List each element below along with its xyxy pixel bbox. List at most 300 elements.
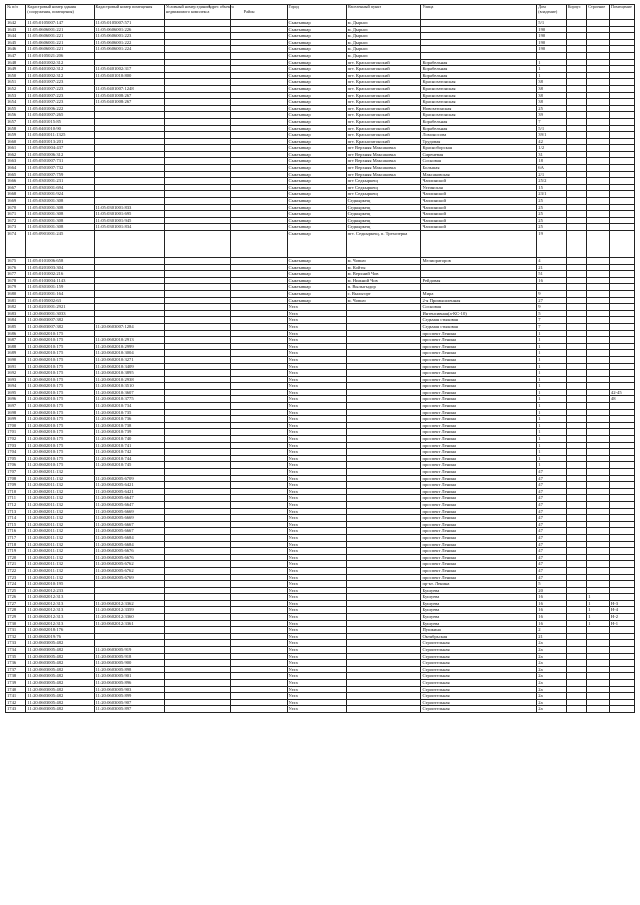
cell-building xyxy=(587,59,610,66)
cell-city: Сыктывкар xyxy=(287,284,346,291)
cell-room xyxy=(609,409,634,416)
cell-cad-building: 11:20:0602011:132 xyxy=(26,515,94,522)
cell-house: 47 xyxy=(537,567,567,574)
cell-street xyxy=(421,39,537,46)
cell-building xyxy=(587,449,610,456)
cell-building xyxy=(587,350,610,357)
cell-cad-room: 11:20:0602010:3607 xyxy=(94,389,164,396)
cell-cad-room: 11:20:0602005:6769 xyxy=(94,574,164,581)
cell-room xyxy=(609,165,634,172)
cell-city: Ухта xyxy=(287,686,346,693)
cell-locality: пгт. Краснозатонский xyxy=(346,112,421,119)
cell-street: проспект Ленина xyxy=(421,376,537,383)
cell-cad-complex xyxy=(164,528,230,535)
cell-locality xyxy=(346,541,421,548)
cell-cad-room: 11:20:0602010:2938 xyxy=(94,376,164,383)
cell-house: 2/1 xyxy=(537,171,567,178)
cell-house: 1 xyxy=(537,350,567,357)
cell-district xyxy=(230,614,287,621)
cell-building xyxy=(587,66,610,73)
cell-korpus xyxy=(566,548,586,555)
cell-cad-complex xyxy=(164,92,230,99)
cell-building xyxy=(587,416,610,423)
cell-building xyxy=(587,26,610,33)
cell-room xyxy=(609,633,634,640)
table-row xyxy=(6,640,635,647)
cell-city: Ухта xyxy=(287,548,346,555)
cell-city: Ухта xyxy=(287,436,346,443)
cell-house: 16 xyxy=(537,594,567,601)
cell-num: 1710 xyxy=(6,488,26,495)
cell-building xyxy=(587,376,610,383)
cell-cad-building: 11:20:0602010:175 xyxy=(26,409,94,416)
cell-locality xyxy=(346,699,421,706)
cell-locality: Седкыркещ xyxy=(346,211,421,218)
cell-building xyxy=(587,640,610,647)
cell-cad-building: 11:20:0602010:175 xyxy=(26,429,94,436)
cell-num: 1729 xyxy=(6,614,26,621)
cell-city: Ухта xyxy=(287,383,346,390)
cell-room xyxy=(609,138,634,145)
cell-city: Сыктывкар xyxy=(287,191,346,198)
cell-room xyxy=(609,171,634,178)
cell-cad-room: 11:20:0603005:918 xyxy=(94,653,164,660)
cell-cad-complex xyxy=(164,462,230,469)
cell-district xyxy=(230,337,287,344)
cell-city: Ухта xyxy=(287,587,346,594)
cell-korpus xyxy=(566,501,586,508)
cell-num: 1692 xyxy=(6,370,26,377)
cell-cad-building: 11:20:0602011:132 xyxy=(26,521,94,528)
cell-locality xyxy=(346,614,421,621)
cell-room xyxy=(609,416,634,423)
cell-num: 1742 xyxy=(6,699,26,706)
cell-cad-building: 11:20:0602012:313 xyxy=(26,600,94,607)
cell-cad-building: 11:20:0602010:195 xyxy=(26,581,94,588)
cell-street: Рейдовая xyxy=(421,277,537,284)
cell-building xyxy=(587,99,610,106)
cell-house: 47 xyxy=(537,574,567,581)
cell-house: 16 xyxy=(537,600,567,607)
cell-district xyxy=(230,297,287,304)
cell-cad-complex xyxy=(164,330,230,337)
cell-cad-building: 11:05:0501004:437 xyxy=(26,145,94,152)
cell-cad-room: 11:20:0603005:919 xyxy=(94,647,164,654)
table-row xyxy=(6,409,635,416)
cell-city: Сыктывкар xyxy=(287,33,346,40)
cell-district xyxy=(230,158,287,165)
cell-locality xyxy=(346,581,421,588)
cell-house: 47 xyxy=(537,488,567,495)
cell-cad-room: 11:20:0602005:6762 xyxy=(94,567,164,574)
cell-cad-room: 11:05:0401007:1248 xyxy=(94,85,164,92)
cell-street: проспект Ленина xyxy=(421,488,537,495)
cell-locality xyxy=(346,343,421,350)
cell-city: Ухта xyxy=(287,554,346,561)
cell-num: 1701 xyxy=(6,429,26,436)
cell-house: 190 xyxy=(537,39,567,46)
cell-building xyxy=(587,125,610,132)
cell-district xyxy=(230,422,287,429)
cell-house: 47 xyxy=(537,528,567,535)
table-row xyxy=(6,495,635,502)
cell-street: Бушуева xyxy=(421,587,537,594)
cell-num: 1718 xyxy=(6,541,26,548)
cell-city: Сыктывкар xyxy=(287,277,346,284)
cell-house: 5/1 xyxy=(537,20,567,27)
cell-korpus xyxy=(566,706,586,713)
cell-cad-complex xyxy=(164,310,230,317)
cell-building xyxy=(587,211,610,218)
cell-district xyxy=(230,633,287,640)
cell-cad-complex xyxy=(164,79,230,86)
cell-city: Ухта xyxy=(287,462,346,469)
cell-locality: м. Койты xyxy=(346,264,421,271)
cell-house: 1 xyxy=(537,409,567,416)
cell-city: Ухта xyxy=(287,706,346,713)
cell-num: 1725 xyxy=(6,587,26,594)
cell-korpus xyxy=(566,317,586,324)
cell-street: проспект Ленина xyxy=(421,442,537,449)
table-row xyxy=(6,561,635,568)
cell-cad-building: 11:20:0602010:175 xyxy=(26,416,94,423)
cad-complex-label: Условный номер единого недвижимого комплекса xyxy=(165,4,211,14)
cell-cad-room: 11:05:0401002:317 xyxy=(94,66,164,73)
cell-cad-building: 11:20:0602011:132 xyxy=(26,475,94,482)
cell-district xyxy=(230,567,287,574)
cell-house: 1 xyxy=(537,455,567,462)
table-row xyxy=(6,567,635,574)
cell-cad-complex xyxy=(164,211,230,218)
cell-cad-room: 11:20:0602010:3510 xyxy=(94,383,164,390)
table-row xyxy=(6,475,635,482)
cell-building xyxy=(587,680,610,687)
cell-district xyxy=(230,581,287,588)
cell-building xyxy=(587,217,610,224)
cell-cad-building: 11:20:0602011:132 xyxy=(26,495,94,502)
cell-street xyxy=(421,46,537,53)
cell-building: 1 xyxy=(587,620,610,627)
cell-city: Сыктывкар xyxy=(287,224,346,231)
table-row xyxy=(6,653,635,660)
cell-cad-room xyxy=(94,151,164,158)
cell-locality: пгт Седкыркещ xyxy=(346,178,421,185)
cell-street: проспект Ленина xyxy=(421,528,537,535)
cell-cad-building: 11:05:0401007:223 xyxy=(26,92,94,99)
cell-cad-building: 11:20:0602011:132 xyxy=(26,567,94,574)
cell-district xyxy=(230,501,287,508)
cell-building xyxy=(587,343,610,350)
cell-cad-room: 11:20:0602010:2999 xyxy=(94,343,164,350)
cell-korpus xyxy=(566,271,586,278)
cell-district xyxy=(230,554,287,561)
cell-city: Ухта xyxy=(287,449,346,456)
cell-cad-building: 11:05:0901001:245 xyxy=(26,231,94,258)
cell-korpus xyxy=(566,699,586,706)
cell-house: 1 xyxy=(537,429,567,436)
cell-cad-building: 11:20:0603005:482 xyxy=(26,699,94,706)
cell-cad-room xyxy=(94,198,164,205)
cell-house: 2а xyxy=(537,673,567,680)
cell-num: 1696 xyxy=(6,396,26,403)
cell-korpus xyxy=(566,224,586,231)
table-row xyxy=(6,396,635,403)
cell-cad-room: 11:20:0603005:900 xyxy=(94,660,164,667)
cell-korpus xyxy=(566,574,586,581)
cell-locality: пгт. Краснозатонский xyxy=(346,66,421,73)
cell-num: 1678 xyxy=(6,277,26,284)
cell-building xyxy=(587,574,610,581)
cell-locality xyxy=(346,356,421,363)
cell-cad-room xyxy=(94,52,164,59)
table-row xyxy=(6,85,635,92)
cell-street: проспект Ленина xyxy=(421,462,537,469)
cell-room xyxy=(609,231,634,258)
cell-city: Сыктывкар xyxy=(287,85,346,92)
table-row xyxy=(6,449,635,456)
cell-street: Чаплинской xyxy=(421,204,537,211)
cell-cad-room: 11:20:0602010:736 xyxy=(94,416,164,423)
cell-korpus xyxy=(566,52,586,59)
cell-cad-building: 11:20:0603001:3033 xyxy=(26,310,94,317)
cell-locality: м. Дырнос xyxy=(346,39,421,46)
cell-street: Краснозатонская xyxy=(421,99,537,106)
cell-locality xyxy=(346,330,421,337)
cell-cad-complex xyxy=(164,587,230,594)
cell-street: проспект Ленина xyxy=(421,330,537,337)
cell-house: 47 xyxy=(537,469,567,476)
cell-house: 27 xyxy=(537,297,567,304)
cell-cad-complex xyxy=(164,178,230,185)
cell-district xyxy=(230,79,287,86)
cell-building xyxy=(587,277,610,284)
cell-building xyxy=(587,171,610,178)
cell-locality: пгт Верхняя Максаковка xyxy=(346,165,421,172)
table-row xyxy=(6,198,635,205)
cell-cad-room: 11:20:0603005:897 xyxy=(94,706,164,713)
cell-cad-building: 11:05:0201001:164 xyxy=(26,290,94,297)
cell-cad-complex xyxy=(164,660,230,667)
cell-room xyxy=(609,627,634,634)
cell-korpus xyxy=(566,20,586,27)
cell-room xyxy=(609,653,634,660)
cell-house: 47 xyxy=(537,495,567,502)
table-row xyxy=(6,105,635,112)
cell-room xyxy=(609,72,634,79)
cell-cad-building: 11:05:0606001:221 xyxy=(26,46,94,53)
cell-street: Строительная xyxy=(421,686,537,693)
cell-street: проспект Ленина xyxy=(421,508,537,515)
cell-cad-building: 11:20:0602011:132 xyxy=(26,482,94,489)
cell-room xyxy=(609,363,634,370)
cell-korpus xyxy=(566,231,586,258)
cell-district xyxy=(230,495,287,502)
cell-room xyxy=(609,158,634,165)
cell-house: 2а xyxy=(537,660,567,667)
cell-house: 47 xyxy=(537,541,567,548)
cell-room xyxy=(609,317,634,324)
cell-num: 1682 xyxy=(6,304,26,311)
table-row xyxy=(6,436,635,443)
table-row xyxy=(6,52,635,59)
cell-cad-room xyxy=(94,79,164,86)
table-header-row xyxy=(6,5,635,20)
cell-city: Сыктывкар xyxy=(287,79,346,86)
table-row xyxy=(6,699,635,706)
cell-cad-building: 11:05:0301001:308 xyxy=(26,211,94,218)
cell-cad-room: 11:20:0602005:6669 xyxy=(94,515,164,522)
table-row xyxy=(6,429,635,436)
cell-num: 1672 xyxy=(6,217,26,224)
cell-cad-room: 11:20:0602010:3004 xyxy=(94,350,164,357)
cell-cad-room: 11:20:0602012:3359 xyxy=(94,607,164,614)
cell-building xyxy=(587,475,610,482)
cell-cad-room xyxy=(94,132,164,139)
cell-locality xyxy=(346,442,421,449)
cell-building xyxy=(587,85,610,92)
cell-city: Ухта xyxy=(287,356,346,363)
cell-house: 2а xyxy=(537,653,567,660)
cell-cad-room: 11:20:0603005:907 xyxy=(94,699,164,706)
table-row xyxy=(6,587,635,594)
cell-cad-room: 11:20:0602010:744 xyxy=(94,455,164,462)
cell-locality xyxy=(346,337,421,344)
cell-korpus xyxy=(566,125,586,132)
cell-building xyxy=(587,151,610,158)
cell-cad-room: 11:20:0603005:898 xyxy=(94,666,164,673)
cell-korpus xyxy=(566,541,586,548)
cell-room xyxy=(609,488,634,495)
cell-room xyxy=(609,337,634,344)
cell-cad-building: 11:05:0301001:159 xyxy=(26,284,94,291)
cell-locality xyxy=(346,673,421,680)
cell-city: Сыктывкар xyxy=(287,231,346,258)
cell-korpus xyxy=(566,607,586,614)
col-cad-building-header: Кадастровый номер здания (сооружения, помещения) xyxy=(26,5,94,20)
cell-korpus xyxy=(566,337,586,344)
cell-locality: пгт Верхняя Максаковка xyxy=(346,171,421,178)
cell-city: Сыктывкар xyxy=(287,217,346,224)
table-row xyxy=(6,66,635,73)
cell-num: 1693 xyxy=(6,376,26,383)
table-row xyxy=(6,666,635,673)
cell-city: Ухта xyxy=(287,488,346,495)
cell-city: Сыктывкар xyxy=(287,138,346,145)
cell-building xyxy=(587,39,610,46)
cell-room xyxy=(609,20,634,27)
cell-cad-complex xyxy=(164,231,230,258)
cell-locality: пгт. Краснозатонский xyxy=(346,99,421,106)
cell-house: 25 xyxy=(537,105,567,112)
cell-cad-complex xyxy=(164,204,230,211)
table-row xyxy=(6,284,635,291)
cell-house: 190 xyxy=(537,46,567,53)
cell-city: Сыктывкар xyxy=(287,66,346,73)
cell-city: Сыктывкар xyxy=(287,145,346,152)
cell-district xyxy=(230,20,287,27)
cell-cad-room xyxy=(94,264,164,271)
cell-cad-complex xyxy=(164,132,230,139)
cell-district xyxy=(230,587,287,594)
cell-locality xyxy=(346,627,421,634)
cell-num: 1663 xyxy=(6,158,26,165)
cell-cad-complex xyxy=(164,145,230,152)
cell-room xyxy=(609,33,634,40)
table-row xyxy=(6,633,635,640)
table-row xyxy=(6,258,635,265)
cell-locality xyxy=(346,501,421,508)
cell-locality xyxy=(346,304,421,311)
cell-street: проспект Ленина xyxy=(421,337,537,344)
cell-cad-building: 11:05:0105002:63 xyxy=(26,297,94,304)
cell-room: 42-45 xyxy=(609,389,634,396)
cell-num: 1722 xyxy=(6,567,26,574)
cell-street: Бушуева xyxy=(421,600,537,607)
cell-building xyxy=(587,409,610,416)
cell-cad-building: 11:20:0603005:482 xyxy=(26,693,94,700)
cell-cad-building: 11:05:0301001:231 xyxy=(26,178,94,185)
cell-locality: пгт Верхняя Максаковка xyxy=(346,145,421,152)
cell-house: 2а xyxy=(537,699,567,706)
cell-cad-complex xyxy=(164,277,230,284)
cell-house: 25 xyxy=(537,198,567,205)
table-row xyxy=(6,145,635,152)
cell-street: Чаплинской xyxy=(421,211,537,218)
cell-locality xyxy=(346,660,421,667)
cell-building xyxy=(587,482,610,489)
cell-cad-complex xyxy=(164,217,230,224)
cell-room xyxy=(609,660,634,667)
table-row xyxy=(6,554,635,561)
cell-room xyxy=(609,39,634,46)
cell-street: Бушуева xyxy=(421,620,537,627)
cell-building xyxy=(587,666,610,673)
cell-cad-room: 11:20:0602005:6676 xyxy=(94,548,164,555)
cell-room xyxy=(609,125,634,132)
table-row xyxy=(6,686,635,693)
cell-district xyxy=(230,356,287,363)
cell-locality xyxy=(346,389,421,396)
cell-room xyxy=(609,198,634,205)
cell-cad-room: 11:20:0603005:899 xyxy=(94,693,164,700)
cell-street: Трудовая xyxy=(421,138,537,145)
cell-district xyxy=(230,436,287,443)
cell-building xyxy=(587,258,610,265)
cell-house: 1/2 xyxy=(537,145,567,152)
cell-korpus xyxy=(566,105,586,112)
cell-city: Ухта xyxy=(287,501,346,508)
cell-cad-building: 11:20:0602010:175 xyxy=(26,343,94,350)
cell-house: 2а xyxy=(537,686,567,693)
cell-city: Ухта xyxy=(287,673,346,680)
cell-cad-building: 11:20:0602011:132 xyxy=(26,488,94,495)
cell-num: 1700 xyxy=(6,422,26,429)
cell-cad-building: 11:05:0401007:223 xyxy=(26,99,94,106)
cell-district xyxy=(230,548,287,555)
table-row xyxy=(6,290,635,297)
cell-street: Бушуева xyxy=(421,614,537,621)
cell-korpus xyxy=(566,475,586,482)
cell-district xyxy=(230,376,287,383)
cell-cad-building: 11:20:0603005:482 xyxy=(26,666,94,673)
cell-cad-complex xyxy=(164,370,230,377)
cell-cad-complex xyxy=(164,567,230,574)
cell-cad-building: 11:05:0401007:223 xyxy=(26,79,94,86)
cell-num: 1704 xyxy=(6,449,26,456)
cell-num: 1723 xyxy=(6,574,26,581)
table-row xyxy=(6,158,635,165)
cell-district xyxy=(230,323,287,330)
